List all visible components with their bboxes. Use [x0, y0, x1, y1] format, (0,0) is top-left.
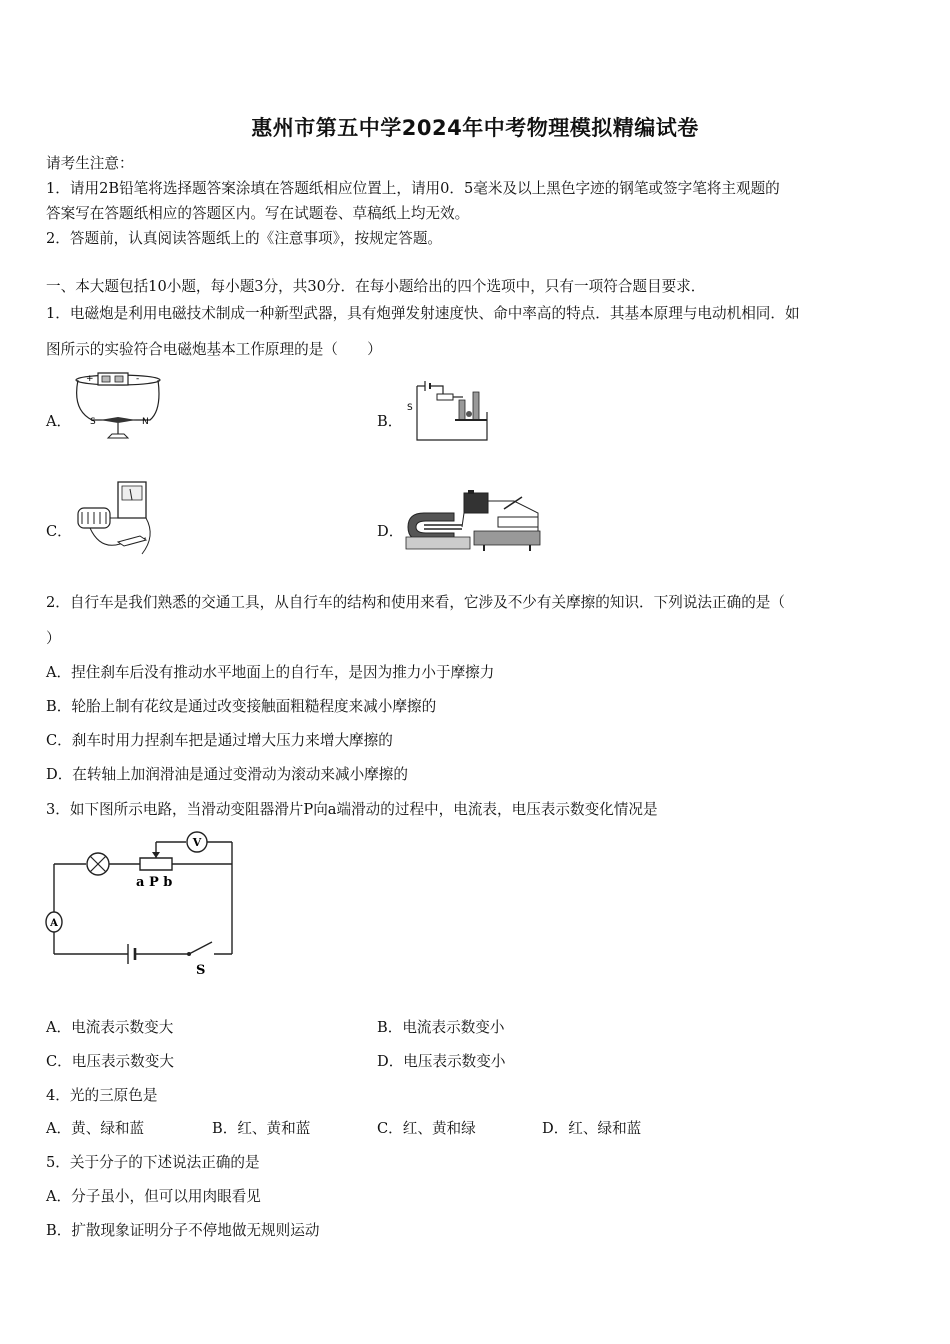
q3-option-d: D．电压表示数变小	[377, 1053, 506, 1070]
figure-a-n: N	[142, 417, 149, 427]
switch-label: S	[196, 963, 206, 978]
q5-option-a: A．分子虽小，但可以用肉眼看见	[46, 1188, 261, 1205]
circuit-diagram	[40, 828, 240, 978]
q5-option-b: B．扩散现象证明分子不停地做无规则运动	[46, 1222, 320, 1239]
section-heading: 一、本大题包括10小题，每小题3分，共30分．在每小题给出的四个选项中，只有一项符合题目要求．	[46, 278, 706, 295]
q1-option-d-label: D．	[377, 523, 404, 540]
q3-option-a: A．电流表示数变大	[46, 1019, 174, 1036]
figure-b-circuit	[405, 372, 500, 444]
q1-option-b-label: B．	[377, 413, 403, 430]
figure-a-plus: +	[86, 374, 94, 384]
figure-d-rails	[404, 487, 544, 553]
q3-option-b: B．电流表示数变小	[377, 1019, 505, 1036]
question-1-stem-cont: 图所示的实验符合电磁炮基本工作原理的是（ ）	[46, 341, 382, 358]
notice-item-2: 2．答题前，认真阅读答题纸上的《注意事项》，按规定答题。	[46, 230, 443, 247]
question-2-stem: 2．自行车是我们熟悉的交通工具，从自行车的结构和使用来看，它涉及不少有关摩擦的知识．下列说法正确的是（	[46, 594, 785, 611]
q4-option-d: D．红、绿和蓝	[542, 1120, 642, 1137]
question-3-stem: 3．如下图所示电路，当滑动变阻器滑片P向a端滑动的过程中，电流表，电压表示数变化情况是	[46, 801, 658, 818]
q1-option-a-label: A．	[46, 413, 72, 430]
q4-option-b: B．红、黄和蓝	[212, 1120, 311, 1137]
q1-option-c-label: C．	[46, 523, 72, 540]
q2-option-d: D．在转轴上加润滑油是通过变滑动为滚动来减小摩擦的	[46, 766, 408, 783]
voltmeter-label: V	[192, 836, 202, 849]
rheostat-label: a P b	[136, 875, 173, 890]
q2-option-b: B．轮胎上制有花纹是通过改变接触面粗糙程度来减小摩擦的	[46, 698, 437, 715]
q4-option-c: C．红、黄和绿	[377, 1120, 476, 1137]
notice-item-1: 1．请用2B铅笔将选择题答案涂填在答题纸相应位置上，请用0．5毫米及以上黑色字迹的钢笔或签字笔将主观题的	[46, 180, 780, 197]
q4-option-a: A．黄、绿和蓝	[46, 1120, 145, 1137]
question-1-stem: 1．电磁炮是利用电磁技术制成一种新型武器，具有炮弹发射速度快、命中率高的特点．其基本原理与电动机相同．如	[46, 305, 800, 322]
ammeter-label: A	[50, 918, 58, 929]
question-5-stem: 5．关于分子的下述说法正确的是	[46, 1154, 260, 1171]
switch-lever	[189, 942, 212, 954]
exam-title: 惠州市第五中学2024年中考物理模拟精编试卷	[251, 116, 699, 140]
notice-item-1-cont: 答案写在答题纸相应的答题区内。写在试题卷、草稿纸上均无效。	[46, 205, 470, 222]
figure-b-s: S	[407, 403, 413, 413]
question-4-stem: 4．光的三原色是	[46, 1087, 158, 1104]
q2-option-c: C．刹车时用力捏刹车把是通过增大压力来增大摩擦的	[46, 732, 393, 749]
figure-a-minus: -	[136, 374, 140, 384]
q3-option-c: C．电压表示数变大	[46, 1053, 174, 1070]
figure-a-electromagnet	[70, 370, 165, 442]
question-2-stem-cont: ）	[46, 630, 61, 647]
figure-c-galvanometer	[70, 480, 165, 560]
notice-heading: 请考生注意：	[46, 155, 134, 172]
figure-a-s: S	[90, 417, 96, 427]
rheostat	[140, 858, 172, 870]
q2-option-a: A．捏住刹车后没有推动水平地面上的自行车，是因为推力小于摩擦力	[46, 664, 495, 681]
